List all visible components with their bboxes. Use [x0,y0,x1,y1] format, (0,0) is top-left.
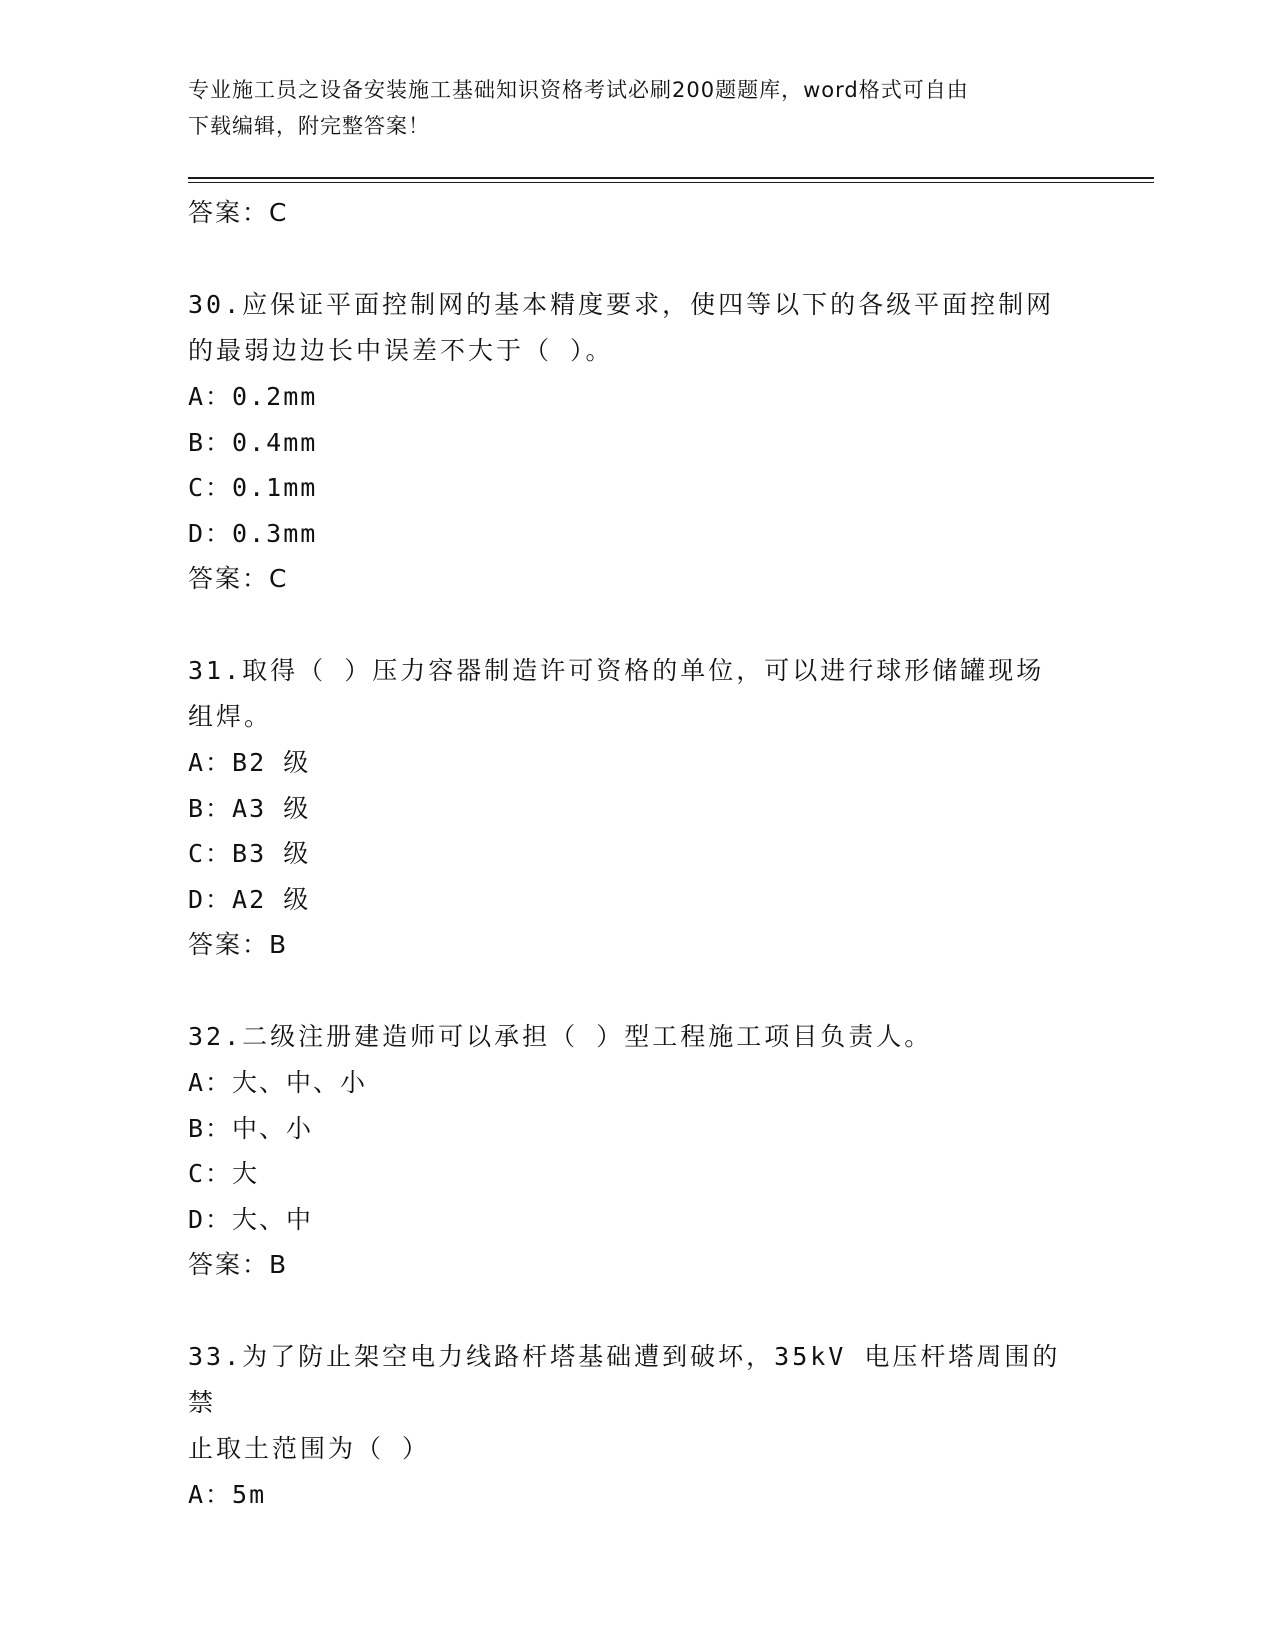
option-b: B：0.4mm [188,427,318,457]
option-b: B：A3 级 [188,793,311,823]
option-c: C：大 [188,1159,260,1188]
document-body [188,190,1088,1518]
answer-line: 答案：B [188,930,289,959]
question-stem-line: 32.二级注册建造师可以承担（ ）型工程施工项目负责人。 [188,1022,933,1051]
question-stem-line: 止取土范围为（ ） [188,1434,431,1463]
option-a: A：0.2mm [188,382,318,411]
option-a: A：大、中、小 [188,1068,368,1097]
question-stem-line: 组焊。 [188,702,273,731]
question-33 [188,1334,1088,1518]
answer-line: 答案：B [188,1250,289,1279]
question-stem-line: 30.应保证平面控制网的基本精度要求，使四等以下的各级平面控制网 [188,290,1055,319]
header-line-2: 下载编辑，附完整答案！ [188,114,430,138]
question-stem-line: 31.取得（ ）压力容器制造许可资格的单位，可以进行球形储罐现场 [188,656,1045,685]
option-c: C：0.1mm [188,473,318,502]
option-a: A：B2 级 [188,748,311,777]
option-b: B：中、小 [188,1113,314,1143]
option-d: D：大、中 [188,1204,314,1234]
option-d: D：0.3mm [188,518,318,548]
header-line-1: 专业施工员之设备安装施工基础知识资格考试必刷200题题库，word格式可自由 [188,78,969,102]
question-32 [188,1014,1088,1288]
option-c: C：B3 级 [188,839,311,868]
answer-line: 答案：C [188,198,289,227]
option-a: A：5m [188,1480,267,1509]
header-divider-thin [188,182,1154,183]
document-header [188,72,1088,144]
header-divider-thick [188,177,1154,179]
question-stem-line: 的最弱边边长中误差不大于（ ）。 [188,336,614,365]
question-31 [188,648,1088,968]
question-stem-line: 33.为了防止架空电力线路杆塔基础遭到破坏，35kV 电压杆塔周围的禁 [188,1342,1061,1417]
option-d: D：A2 级 [188,884,311,914]
question-30 [188,282,1088,602]
answer-line: 答案：C [188,564,289,593]
